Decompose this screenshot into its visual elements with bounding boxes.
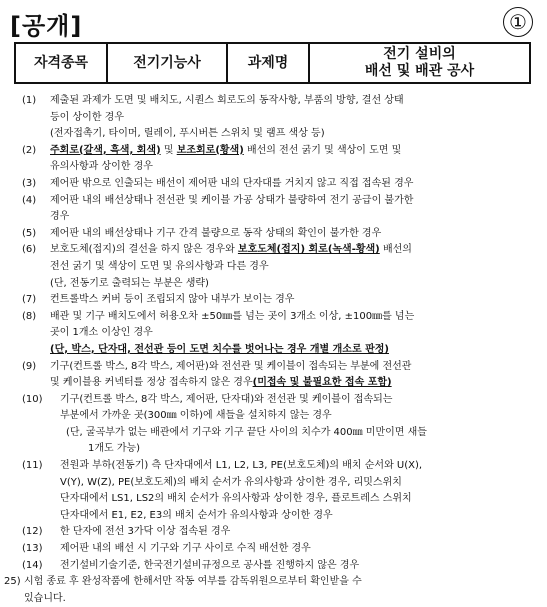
list-item	[22, 292, 534, 309]
list-item	[22, 524, 534, 541]
item-text	[50, 342, 534, 359]
item-text: 부분에서 가까운 곳(300㎜ 이하)에 새들을 설치하지 않는 경우	[60, 410, 332, 422]
item-text: 단자대에서 E1, E2, E3의 배치 순서가 유의사항과 상이한 경우	[60, 509, 333, 521]
item-number: (1)	[22, 95, 37, 106]
task-name-line-2: 배선 및 배관 공사	[364, 63, 475, 79]
item-text-part: 보호도체(접지)의 결선을 하지 않은 경우와	[50, 244, 238, 256]
list-item	[22, 541, 534, 558]
list-item	[22, 309, 534, 359]
list-item	[22, 558, 534, 575]
item-text: V(Y), W(Z), PE(보호도체)의 배치 순서가 유의사항과 상이한 경우, 리밋스위치	[60, 476, 402, 488]
item-number: (4)	[22, 194, 37, 206]
list-item	[22, 93, 534, 143]
item-text: 제어판 내의 배선상태나 전선관 및 케이블 가공 상태가 불량하여 전기 공급이 불가한	[50, 194, 414, 206]
info-table	[14, 42, 531, 84]
label-qualification: 자격종목	[15, 43, 107, 83]
item-text-part: 배선의 전선 굵기 및 색상이 도면 및	[243, 144, 402, 156]
item-text: 단자대에서 LS1, LS2의 배치 순서가 유의사항과 상이한 경우, 플로트레스 스위치	[60, 493, 412, 505]
item-number: (3)	[22, 177, 37, 189]
item-text: 컨트롤박스 커버 등이 조립되지 않아 내부가 보이는 경우	[50, 294, 295, 306]
item-text: 제어판 내의 배선 시 기구와 기구 사이로 수직 배선한 경우	[60, 543, 311, 555]
item-text: 제어판 내의 배선상태나 기구 간격 불량으로 동작 상태의 확인이 불가한 경우	[50, 227, 382, 239]
page-number-badge: ①	[503, 7, 533, 37]
label-task-name: 과제명	[227, 43, 309, 83]
item-text: 있습니다.	[24, 592, 66, 604]
item-number: (5)	[22, 227, 37, 239]
item-text: 전기설비기술기준, 한국전기설비규정으로 공사를 진행하지 않은 경우	[60, 559, 360, 571]
item-text-part: 및	[160, 144, 177, 156]
item-number: (8)	[22, 310, 37, 322]
item-text: 제어판 밖으로 인출되는 배선이 제어판 내의 단자대를 거치지 않고 직접 접속된 경우	[50, 177, 414, 189]
item-text: 곳이 1개소 이상인 경우	[50, 327, 153, 339]
header-tag: [공개]	[10, 12, 83, 40]
item-text: 등이 상이한 경우	[50, 111, 124, 123]
item-number: 25)	[4, 576, 21, 588]
value-qualification: 전기기능사	[107, 43, 227, 83]
list-item	[22, 193, 534, 226]
main-circuit-emphasis: 주회로(갈색, 흑색, 회색)	[50, 144, 161, 156]
item-text: 1개도 가능)	[88, 443, 141, 455]
list-item	[22, 176, 534, 193]
item-text: 유의사항과 상이한 경우	[50, 161, 153, 173]
item-text: 기구(컨트롤 박스, 8각 박스, 제어판, 단자대)와 전선관 및 케이블이 접속되는	[60, 393, 393, 405]
value-task-name	[309, 43, 530, 83]
list-item	[22, 392, 534, 458]
list-item	[4, 574, 534, 607]
item-text: 제출된 과제가 도면 및 배치도, 시퀀스 회로도의 동작사항, 부품의 방향, 결선 상태	[50, 95, 404, 106]
item-text: 한 단자에 전선 3가닥 이상 접속된 경우	[60, 526, 231, 538]
item-text: (전자접촉기, 타이머, 릴레이, 푸시버튼 스위치 및 램프 색상 등)	[50, 128, 325, 140]
item-text: 경우	[50, 211, 70, 223]
item-text-part: 배선의	[379, 244, 412, 256]
item-number: (9)	[22, 360, 37, 372]
item-text	[50, 375, 534, 392]
list-item	[22, 226, 534, 243]
item-number: (6)	[22, 244, 37, 256]
criteria-list	[4, 93, 534, 607]
connector-note-emphasis: (미접속 및 불필요한 접속 포함)	[252, 377, 392, 389]
item-number: (12)	[22, 526, 43, 538]
item-text: (단, 굴곡부가 없는 배관에서 기구와 기구 끝단 사이의 치수가 400㎜ 미만이면 새들	[66, 426, 427, 438]
item-number: (2)	[22, 144, 37, 156]
item-text	[50, 242, 534, 259]
item-text: 기구(컨트롤 박스, 8각 박스, 제어판)와 전선관 및 케이블이 접속되는 부분에 전선관	[50, 360, 412, 372]
item-number: (7)	[22, 294, 37, 306]
item-text: 전원과 부하(전동기) 측 단자대에서 L1, L2, L3, PE(보호도체)의 배치 순서와 U(X),	[60, 460, 423, 472]
list-item	[22, 458, 534, 524]
item-number: (13)	[22, 543, 43, 555]
item-text: 전선 굵기 및 색상이 도면 및 유의사항과 다른 경우	[50, 260, 269, 272]
item-number: (11)	[22, 460, 43, 472]
item-text	[50, 143, 534, 160]
item-number: (10)	[22, 393, 43, 405]
task-name-line-1: 전기 설비의	[383, 46, 456, 62]
item-text: (단, 전동기로 출력되는 부분은 생략)	[50, 277, 209, 289]
list-item	[22, 242, 534, 292]
item-text: 배관 및 기구 배치도에서 허용오차 ±50㎜를 넘는 곳이 3개소 이상, ±100㎜를 넘는	[50, 310, 415, 322]
aux-circuit-emphasis: 보조회로(황색)	[176, 144, 244, 156]
list-item	[22, 359, 534, 392]
tolerance-note-emphasis: (단, 박스, 단자대, 전선관 등이 도면 치수를 벗어나는 경우 개별 개소로 판정)	[50, 343, 389, 355]
item-number: (14)	[22, 559, 43, 571]
item-text-part: 및 케이블용 커넥터를 정상 접속하지 않은 경우	[50, 377, 253, 389]
ground-circuit-emphasis: 보호도체(접지) 회로(녹색-황색)	[237, 244, 380, 256]
item-text: 시험 종료 후 완성작품에 한해서만 작동 여부를 감독위원으로부터 확인받을 수	[24, 576, 362, 588]
list-item	[22, 143, 534, 176]
